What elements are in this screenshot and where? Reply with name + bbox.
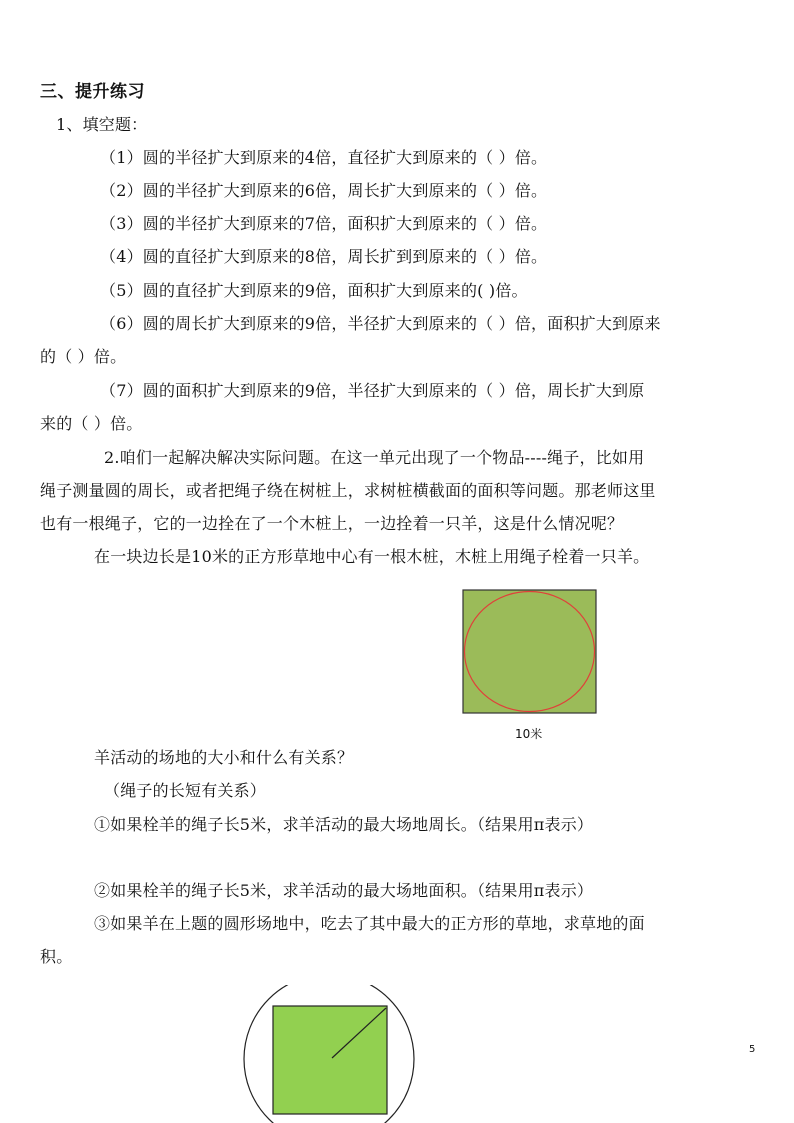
after-line-5: ③如果羊在上题的圆形场地中，吃去了其中最大的正方形的草地，求草地的面 (94, 914, 645, 933)
q2-line-3: 也有一根绳子，它的一边拴在了一个木桩上，一边拴着一只羊，这是什么情况呢？ (40, 514, 624, 533)
q2-line-4: 在一块边长是10米的正方形草地中心有一根木桩，木桩上用绳子栓着一只羊。 (94, 547, 650, 566)
fill-item-4: （4）圆的直径扩大到原来的8倍，周长扩到到原来的（ ）倍。 (100, 247, 548, 266)
after-line-6: 积。 (40, 947, 73, 966)
figure-square-field (462, 589, 598, 715)
fill-item-6-cont: 的（ ）倍。 (40, 347, 127, 366)
question-1-heading: 1、填空题： (56, 115, 148, 134)
fill-item-3: （3）圆的半径扩大到原来的7倍，面积扩大到原来的（ ）倍。 (100, 214, 548, 233)
fill-item-5: （5）圆的直径扩大到原来的9倍，面积扩大到原来的( )倍。 (100, 281, 528, 300)
section-heading: 三、提升练习 (40, 82, 145, 102)
fill-item-7-cont: 来的（ ）倍。 (40, 414, 143, 433)
after-line-2: （绳子的长短有关系） (104, 781, 267, 800)
fill-item-2: （2）圆的半径扩大到原来的6倍，周长扩大到原来的（ ）倍。 (100, 181, 548, 200)
after-line-3: ①如果栓羊的绳子长5米，求羊活动的最大场地周长。（结果用π表示） (94, 815, 594, 834)
q2-line-1: 2.咱们一起解决解决实际问题。在这一单元出现了一个物品----绳子，比如用 (104, 448, 645, 467)
q2-line-2: 绳子测量圆的周长，或者把绳子绕在树桩上，求树桩横截面的面积等问题。那老师这里 (40, 481, 656, 500)
page-number: 5 (749, 1044, 756, 1055)
after-line-4: ②如果栓羊的绳子长5米，求羊活动的最大场地面积。（结果用π表示） (94, 881, 594, 900)
figure-1-caption: 10米 (515, 727, 543, 741)
square-field (463, 590, 596, 713)
fill-item-7: （7）圆的面积扩大到原来的9倍，半径扩大到原来的（ ）倍，周长扩大到原 (100, 381, 645, 400)
after-line-1: 羊活动的场地的大小和什么有关系？ (94, 748, 354, 767)
figure-inscribed-square (240, 985, 420, 1123)
fill-item-1: （1）圆的半径扩大到原来的4倍，直径扩大到原来的（ ）倍。 (100, 148, 548, 167)
fill-item-6: （6）圆的周长扩大到原来的9倍，半径扩大到原来的（ ）倍，面积扩大到原来 (100, 314, 661, 333)
